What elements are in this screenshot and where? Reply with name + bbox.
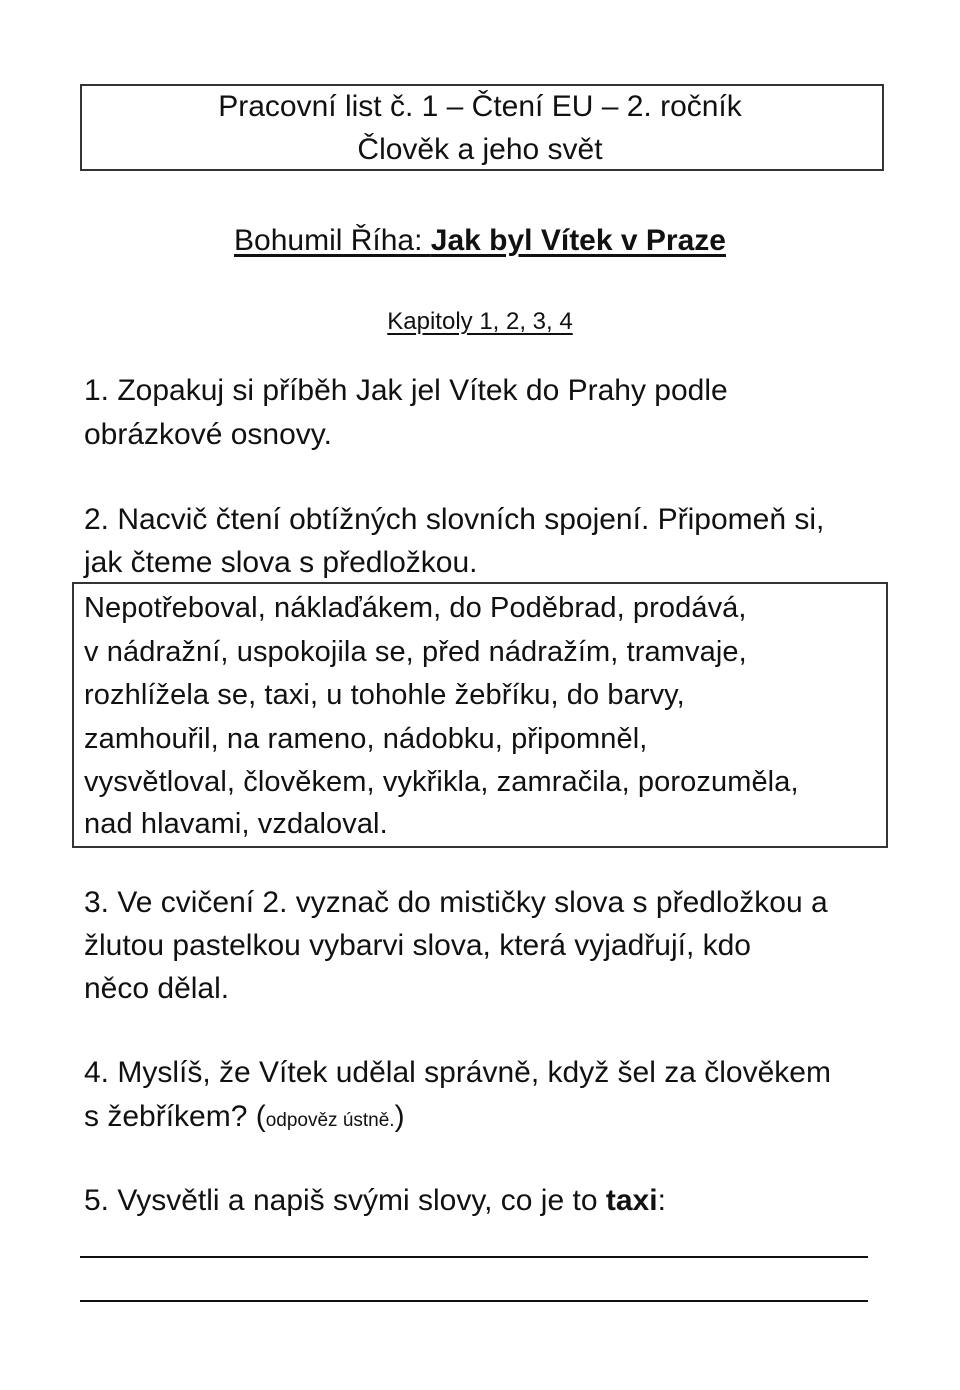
task-3-line-3: něco dělal. bbox=[84, 972, 230, 1005]
book-heading bbox=[0, 221, 960, 261]
task-5-keyword: taxi bbox=[605, 1184, 658, 1217]
task-4-closing-paren: ) bbox=[394, 1100, 405, 1133]
task-4-note: odpověz ústně. bbox=[265, 1110, 395, 1131]
word-line: vysvětloval, člověkem, vykřikla, zamračila, porozuměla, bbox=[84, 766, 799, 798]
task-4-line-2 bbox=[84, 1096, 405, 1142]
task-5-colon: : bbox=[657, 1184, 666, 1217]
task-3-line-1: 3. Ve cvičení 2. vyznač do mističky slova s předložkou a bbox=[84, 886, 828, 919]
word-line: nad hlavami, vzdaloval. bbox=[84, 808, 388, 840]
worksheet-subject: Člověk a jeho svět bbox=[357, 133, 603, 166]
task-1-line-2: obrázkové osnovy. bbox=[84, 418, 332, 451]
word-line: rozhlížela se, taxi, u tohohle žebříku, do barvy, bbox=[84, 679, 685, 711]
task-1-line-1: 1. Zopakuj si příběh Jak jel Vítek do Prahy podle bbox=[84, 374, 728, 407]
task-2-line-2: jak čteme slova s předložkou. bbox=[84, 546, 478, 579]
task-3-line-2: žlutou pastelkou vybarvi slova, která vyjadřují, kdo bbox=[84, 929, 751, 962]
task-4-line-1: 4. Myslíš, že Vítek udělal správně, když šel za člověkem bbox=[84, 1056, 831, 1089]
book-author: Bohumil Říha: bbox=[234, 224, 431, 257]
answer-line-2[interactable] bbox=[80, 1300, 868, 1302]
task-5-line bbox=[84, 1180, 666, 1222]
word-line: zamhouřil, na rameno, nádobku, připomněl, bbox=[84, 723, 648, 755]
worksheet-title: Pracovní list č. 1 – Čtení EU – 2. ročník bbox=[218, 90, 742, 123]
task-4-question-end: s žebříkem? ( bbox=[84, 1100, 266, 1133]
task-5-text: 5. Vysvětli a napiš svými slovy, co je to bbox=[84, 1184, 606, 1217]
task-2-line-1: 2. Nacvič čtení obtížných slovních spojení. Připomeň si, bbox=[84, 503, 825, 536]
word-line: v nádražní, uspokojila se, před nádražím, tramvaje, bbox=[84, 636, 747, 668]
book-title: Jak byl Vítek v Praze bbox=[430, 224, 726, 257]
word-line: Nepotřeboval, náklaďákem, do Poděbrad, prodává, bbox=[84, 592, 747, 624]
chapters-label: Kapitoly 1, 2, 3, 4 bbox=[387, 308, 573, 335]
answer-line-1[interactable] bbox=[80, 1256, 868, 1258]
